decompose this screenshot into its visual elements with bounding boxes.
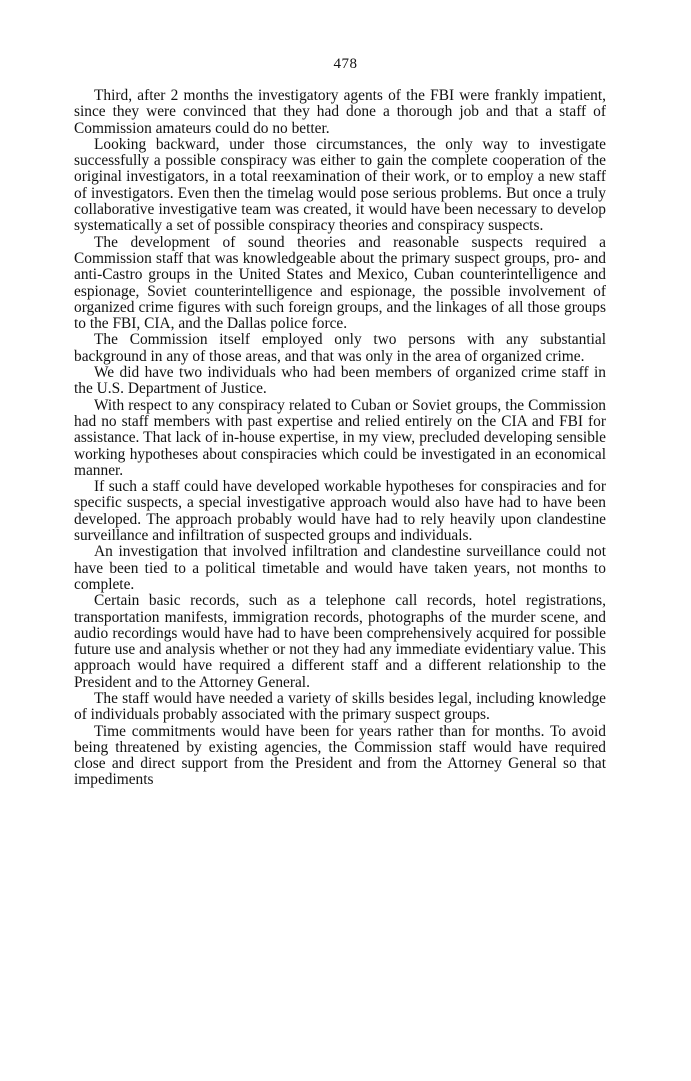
body-text [74,88,606,789]
page-number: 478 [333,56,358,72]
paragraph-2: Looking backward, under those circumstances, the only way to investigate successfully a possible conspiracy was either to gain the complete cooperation of the original investigators, in a total reexamination of their work, or to employ a new staff of investigators. Even then the timelag would pose serious problems. But once a truly collaborative investigative team was created, it would have been necessary to develop systematically a set of possible conspiracy theories and conspiracy suspects. [74,135,606,235]
paragraph-10: The staff would have needed a variety of skills besides legal, including knowledge of individuals probably associated with the primary suspect groups. [74,689,606,724]
paragraph-9: Certain basic records, such as a telephone call records, hotel registrations, transportation manifests, immigration records, photographs of the murder scene, and audio recordings would have had to have been comprehensively acquired for possible future use and analysis whether or not they had any immediate evidentiary value. This approach would have required a different staff and a different relationship to the President and to the Attorney General. [74,592,606,691]
paragraph-4: The Commission itself employed only two persons with any substantial background in any of those areas, and that was only in the area of organized crime. [74,331,606,365]
paragraph-3: The development of sound theories and reasonable suspects required a Commission staff that was knowledgeable about the primary suspect groups, pro- and anti-Castro groups in the United States and Mexico, Cuban counterintelligence and espionage, Soviet counterintelligence and espionage, the possible involvement of organized crime figures with such foreign groups, and the linkages of all those groups to the FBI, CIA, and the Dallas police force. [74,233,606,333]
paragraph-8: An investigation that involved infiltration and clandestine surveillance could not have been tied to a political timetable and would have taken years, not months to complete. [74,543,606,593]
paragraph-11: Time commitments would have been for years rather than for months. To avoid being threatened by existing agencies, the Commission staff would have required close and direct support from the President and from the Attorney General so that impediments [74,722,606,789]
paragraph-7: If such a staff could have developed workable hypotheses for conspiracies and for specific suspects, a special investigative approach would also have had to have been developed. The approach probably would have had to rely heavily upon clandestine surveillance and infiltration of suspected groups and individuals. [74,478,606,545]
paragraph-5: We did have two individuals who had been members of organized crime staff in the U.S. Department of Justice. [74,364,606,398]
paragraph-6: With respect to any conspiracy related to Cuban or Soviet groups, the Commission had no staff members with past expertise and relied entirely on the CIA and FBI for assistance. That lack of in-house expertise, in my view, precluded developing sensible working hypotheses about conspiracies which could be investigated in an economical manner. [74,396,606,479]
paragraph-1: Third, after 2 months the investigatory agents of the FBI were frankly impatient, since they were convinced that they had done a thorough job and that a staff of Commission amateurs could do no better. [74,87,606,137]
